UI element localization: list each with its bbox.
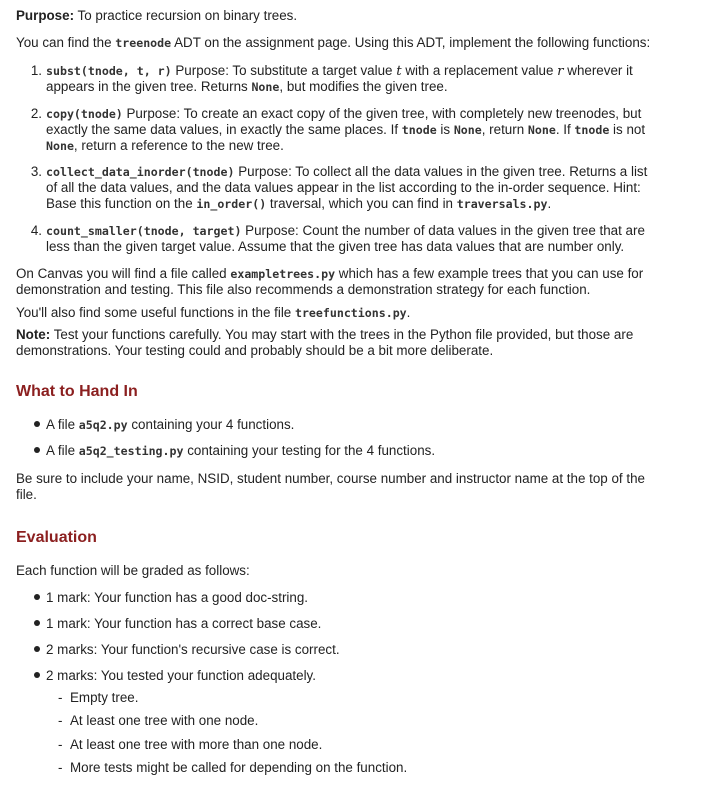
be-sure-paragraph: Be sure to include your name, NSID, student number, course number and instructor name at the top of the: [16, 471, 645, 486]
bullet-icon: [34, 672, 40, 678]
evaluation-heading: Evaluation: [16, 529, 97, 546]
note-paragraph: Note: Test your functions carefully. You may start with the trees in the Python file provided, but those are: [16, 327, 634, 342]
canvas-paragraph: On Canvas you will find a file called exampletrees.py which has a few example trees that you can use for: [16, 266, 644, 281]
intro-line: You can find the treenode ADT on the assignment page. Using this ADT, implement the following functions:: [16, 35, 651, 50]
hand-in-heading: What to Hand In: [16, 383, 138, 400]
bullet-icon: [34, 620, 40, 626]
bullet-icon: [34, 594, 40, 600]
bullet-icon: [34, 421, 40, 427]
bullet-icon: [34, 646, 40, 652]
purpose-line: Purpose: To practice recursion on binary trees.: [16, 8, 298, 23]
useful-paragraph: You'll also find some useful functions in the file treefunctions.py.: [16, 305, 411, 320]
assignment-page: Purpose: To practice recursion on binary trees. You can find the treenode ADT on the assignment page. Using this ADT, implement the following functions: 1. subst(tnode, t, r) Purpose: To substitute a target value t with a replacement value r wherever it appears in the given tree. Returns None, but modifies the given tree. 2. copy(tnode) Purpose: To create an exact copy of the given tree, with completely new treenodes, but exactly the same data values, in exactly the same places. If tnode is None, return None. If tnode is not None, return a reference to the new tree. 3. collect_data_inorder(tnode) Purpose: To collect all the data values in the given tree. Returns a list of all the data values, and the data values appear in the list according to the in-order sequence. Hint: Base this function on the in_order() traversal, which you can find in traversals.py. 4. count_smaller(tnode, target) Purpose: Count the number of data values in the given tree that are less than the given target value. Assume that the given tree has data values that are number only. On Canvas you will find a file called exampletrees.py which has a few example trees that you can use for demonstration and testing. This file also recommends a demonstration strategy for each function. You'll also find some useful functions in the file treefunctions.py. Note: Test your functions carefully. You may start with the trees in the Python file provided, but those are demonstrations. Your testing could and probably should be a bit more deliberate. What to Hand In A file a5q2.py containing your 4 functions. A file a5q2_testing.py containing your testing for the 4 functions. Be sure to include your name, NSID, student number, course number and instructor name at the top of the file. Evaluation Each function will be graded as follows: 1 mark: Your function has a good doc-string. 1 mark: Your function has a correct base case. 2 marks: Your function's recursive case is correct. 2 marks: You tested your function adequately. - Empty tree. - At least one tree with one node. - At least one tree with more than one node. - More tests might be called for depending on the function.: [0, 0, 712, 798]
evaluation-intro: Each function will be graded as follows:: [16, 563, 250, 578]
bullet-icon: [34, 447, 40, 453]
